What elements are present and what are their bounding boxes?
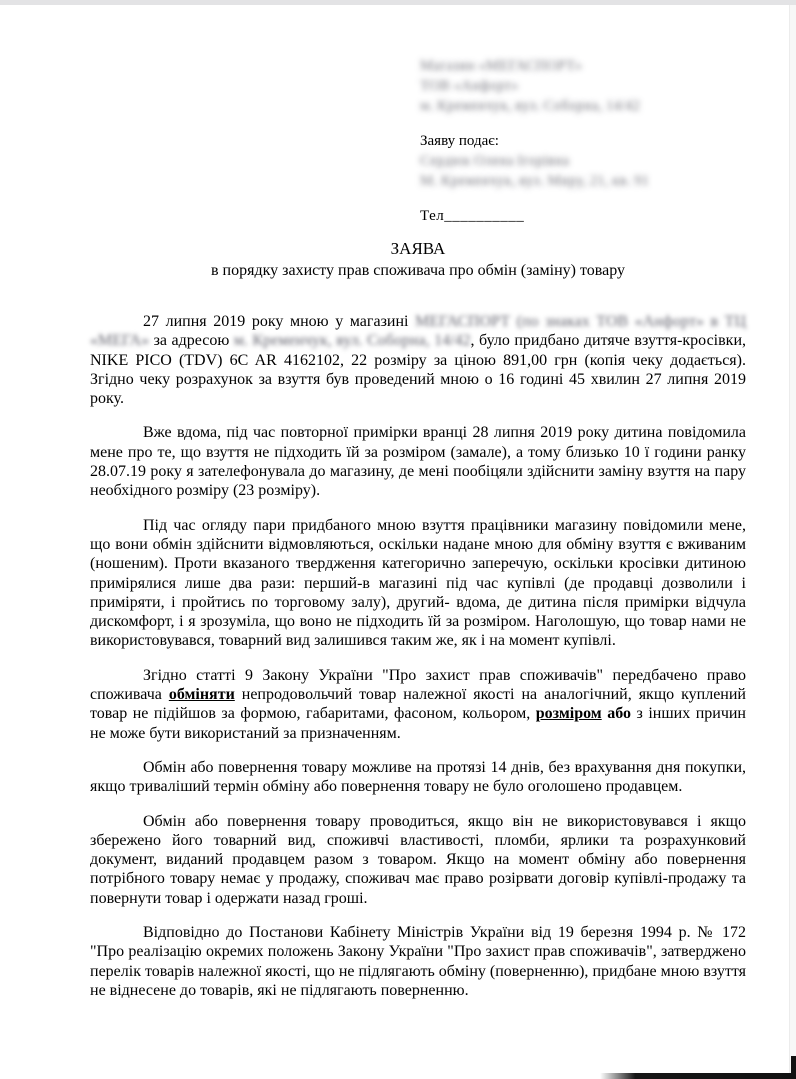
text-segment: Вже вдома, під час повторної примірки вранці 28 липня 2019 року дитина повідомила мене про те, що взуття не підходить їй за розміром (замале), а тому близько 10 ї години ранку 28.07.19 року я зателефонувала до магазину, де мені пообіцяли здійснити заміну взуття на пару необхідного розміру (23 розміру).: [90, 424, 746, 500]
text-segment: за адресою: [149, 332, 234, 350]
paragraph-exchange-period: [90, 758, 746, 797]
paragraph-cabinet-resolution: [90, 923, 746, 1000]
text-segment: розміром: [535, 705, 602, 723]
text-segment: , було придбано дитяче взуття-кросівки, NIKE PICO (TDV) 6C AR 4162102, 22 розміру за ціною 891,00 грн (копія чеку додається). Згідно чеку розрахунок за взуття був проведений мною о 16 годині 45 хвилин 27 липня 2019 року.: [90, 332, 747, 408]
text-segment: Згідно статті 9 Закону України "Про захист прав споживачів" передбачено право споживача: [90, 666, 746, 704]
document-title-block: [90, 238, 746, 282]
window-top-edge: [0, 0, 796, 5]
text-segment: Обмін або повернення товару проводиться, якщо він не використовувався і якщо збережено його товарний вид, споживчі властивості, пломби, ярлики та розрахунковий документ, виданий продавцем разом з товаром. Якщо на момент обміну або повернення потрібного товару немає у продажу, споживач має право розірвати договір купівлі-продажу та повернути товар і одержати назад гроші.: [90, 812, 746, 907]
addressee-line-redacted: Магазин «МЕГАСПОРТ»: [420, 58, 583, 74]
page-right-edge: [789, 5, 796, 1079]
text-segment: Під час огляду пари придбаного мною взуття працівники магазину повідомили мене, що вони обмін здійснити відмовляються, оскільки надане мною для обміну взуття є вживаним (ношеним). Проти вказаного твердження категорично заперечую, оскільки кросівки дитиною примірялися лише два рази: перший-в магазині під час купівлі (де продавці дозволили і приміряти, і пройтись по торговому залу), другий- вдома, де дитина після примірки відчула дискомфорт, і я зрозуміла, що воно не підходить їй за розміром. Наголошую, що товар нами не використовувався, товарний вид залишився таким же, як і на момент купівлі.: [90, 516, 746, 650]
redacted-text: «МЕГА»: [90, 332, 150, 350]
text-segment: Відповідно до Постанови Кабінету Міністрів України від 19 березня 1994 р. № 172 "Про реалізацію окремих положень Закону України "Про захист прав споживачів", затверджено перелік товарів належної якості, що не підлягають обміну (поверненню), придбане мною взуття не віднесене до товарів, які не підлягають поверненню.: [90, 924, 746, 999]
paragraph-exchange-conditions: [90, 812, 746, 908]
applicant-label: Заяву подає:: [420, 133, 499, 149]
paragraph-law-article-9: [90, 666, 746, 743]
redacted-text: м. Кременчук, вул. Соборна, 14/42: [233, 332, 471, 350]
applicant-address-redacted: М. Кременчук, вул. Миру, 21, кв. 91: [420, 173, 649, 189]
document-subtitle: в порядку захисту прав споживача про обмін (заміну) товару: [211, 262, 625, 279]
text-segment: обміняти: [168, 686, 235, 704]
addressee-block: [420, 56, 649, 226]
text-segment: 27 липня 2019 року мною у магазині: [143, 313, 416, 330]
phone-line: Тел__________: [420, 208, 525, 224]
paragraph-home-fitting: [90, 423, 746, 500]
paragraph-store-refusal: [90, 516, 746, 651]
text-segment: з інших причин не може бути використаний за призначенням.: [90, 705, 746, 742]
text-segment: непродовольчий товар належної якості на аналогічний, якщо куплений товар не підійшов за формою, габаритами, фасоном, кольором,: [90, 686, 746, 723]
document-title: ЗАЯВА: [390, 239, 446, 258]
document-body: [90, 312, 746, 1015]
applicant-name-redacted: Сердюк Олена Ігорівна: [420, 153, 570, 169]
text-segment: або: [601, 705, 631, 723]
paragraph-purchase: [90, 312, 746, 408]
addressee-line-redacted: ТОВ «Анфорт»: [420, 78, 519, 94]
addressee-line-redacted: м. Кременчук, вул. Соборна, 14/42: [420, 98, 641, 114]
redacted-text: МЕГАСПОРТ (по знаках ТОВ «Анфорт» в ТЦ: [415, 313, 747, 330]
scan-edge-artifact-right: [791, 1056, 796, 1079]
scan-edge-artifact-bottom: [600, 1073, 796, 1079]
text-segment: Обмін або повернення товару можливе на протязі 14 днів, без врахування дня покупки, якщо триваліший термін обміну або повернення товару не було оголошено продавцем.: [90, 758, 746, 796]
